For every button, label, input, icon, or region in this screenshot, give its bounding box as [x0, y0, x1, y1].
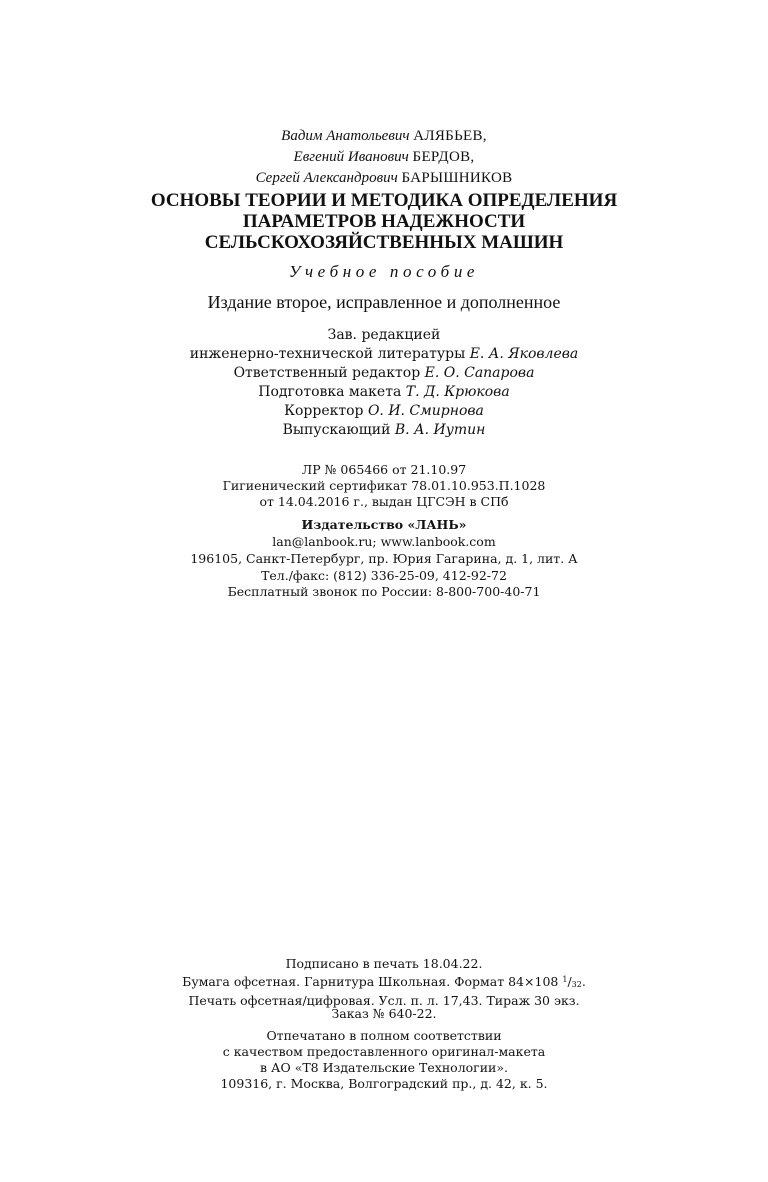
book-subtitle: Учебное пособие [288, 262, 480, 281]
signed-to-print: Подписано в печать 18.04.22. [285, 956, 483, 971]
publisher-web: lan@lanbook.ru; www.lanbook.com [272, 534, 496, 549]
publisher-name: Издательство «ЛАНЬ» [301, 517, 467, 532]
phones-block [0, 568, 768, 600]
credit-layout [0, 383, 768, 402]
book-title [0, 190, 768, 253]
credit-name: Е. А. Яковлева [469, 346, 579, 362]
credit-editor [0, 364, 768, 383]
credit-role: Выпускающий [282, 422, 391, 438]
author-name: Евгений Иванович [293, 149, 409, 165]
credit-corrector [0, 402, 768, 421]
publisher-address: 196105, Санкт-Петербург, пр. Юрия Гагарина, д. 1, лит. А [190, 551, 578, 566]
free-call: Бесплатный звонок по России: 8-800-700-40-71 [227, 584, 541, 599]
title-line-1: ОСНОВЫ ТЕОРИИ И МЕТОДИКА ОПРЕДЕЛЕНИЯ [150, 190, 618, 211]
credit-role: Корректор [284, 403, 364, 419]
author-name: Вадим Анатольевич [281, 128, 410, 144]
credit-head-role: Зав. редакцией [327, 327, 441, 343]
printer-block [0, 1028, 768, 1092]
credit-issuer [0, 421, 768, 440]
author-surname: БАРЫШНИКОВ [401, 170, 513, 186]
license-number: ЛР № 065466 от 21.10.97 [301, 462, 467, 477]
paper-format: Бумага офсетная. Гарнитура Школьная. Формат 84×108 $^1/_{32}$. [182, 974, 586, 989]
credit-role: Подготовка макета [258, 384, 402, 400]
author-line [0, 126, 768, 147]
author-name: Сергей Александрович [255, 170, 398, 186]
author-line [0, 147, 768, 168]
title-line-3: СЕЛЬСКОХОЗЯЙСТВЕННЫХ МАШИН [204, 232, 564, 253]
authors-block [0, 126, 768, 189]
certificate-date: от 14.04.2016 г., выдан ЦГСЭН в СПб [259, 494, 509, 509]
printer-line-1: Отпечатано в полном соответствии [266, 1028, 502, 1043]
author-surname: БЕРДОВ, [412, 149, 475, 165]
author-line [0, 168, 768, 189]
print-details-block [0, 956, 768, 1009]
print-run: Печать офсетная/цифровая. Усл. п. л. 17,43. Тираж 30 экз. [188, 993, 580, 1008]
printer-address: 109316, г. Москва, Волгоградский пр., д. 42, к. 5. [220, 1076, 548, 1091]
format-numerator: 1 [562, 975, 568, 984]
title-line-2: ПАРАМЕТРОВ НАДЕЖНОСТИ [242, 211, 526, 232]
license-block [0, 462, 768, 510]
printer-line-3: в АО «Т8 Издательские Технологии». [260, 1060, 508, 1075]
credits-block [0, 326, 768, 440]
credit-head [0, 345, 768, 364]
credit-name: В. А. Иутин [394, 422, 486, 438]
credit-name: Е. О. Сапарова [424, 365, 535, 381]
edition-note: Издание второе, исправленное и дополненное [207, 292, 561, 312]
hygiene-certificate: Гигиенический сертификат 78.01.10.953.П.1028 [222, 478, 546, 493]
author-surname: АЛЯБЬЕВ, [413, 128, 487, 144]
order-number: Заказ № 640-22. [331, 1006, 437, 1021]
phone-fax: Тел./факс: (812) 336-25-09, 412-92-72 [261, 568, 507, 583]
credit-role: Ответственный редактор [233, 365, 421, 381]
printer-line-2: с качеством предоставленного оригинал-макета [222, 1044, 546, 1059]
credit-name: О. И. Смирнова [367, 403, 484, 419]
publisher-block [0, 516, 768, 567]
paper-format-text: Бумага офсетная. Гарнитура Школьная. Формат 84×108 [182, 974, 559, 989]
credit-name: Т. Д. Крюкова [405, 384, 510, 400]
format-denominator: 32 [571, 980, 582, 989]
credit-role: инженерно-технической литературы [189, 346, 466, 362]
